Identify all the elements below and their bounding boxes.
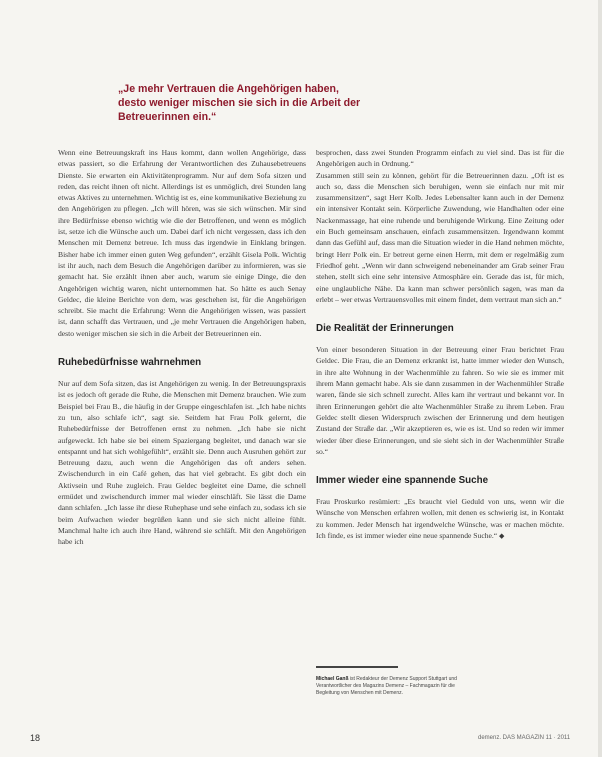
body-paragraph: Zusammen still sein zu können, gehört für die Betreuerinnen dazu. „Oft ist es auch so, dass die Menschen sich beruhigen, wenn sie einfach nur mit mir zusammensitzen“, sagt Herr Kolb. Jedes Lebensalter kann auch in der Demenz ein intensiver Kontakt sein. Körperliche Zuwendung, wie Handhalten oder eine Nackenmassage, hat eine ruhende und beruhigende Wirkung. Eine Zeitung oder ein Buch gemeinsam anschauen, einfach zusammensitzen. Irgendwann kommt dann das Gefühl auf, dass man die Situation wieder in die Hand nehmen möchte, bringt Herr Polk ein. Er betreut gerne einen Herrn, mit dem er regelmäßig zum Friedhof geht. „Wenn wir dann schweigend nebeneinander am Grab seiner Frau stehen, stellt sich eine sehr intensive Atmosphäre ein. Gerade das ist, für mich, eine unglaubliche Nähe. Da kann man schwer persönlich sagen, was man da erlebt – wer etwas Vertrauensvolles mit einem findet, dem vertraut man sich an.“ [316, 170, 564, 304]
section-heading-realitaet: Die Realität der Erinnerungen [316, 323, 454, 335]
pull-quote-line-3: Betreuerinnen ein.“ [118, 111, 217, 123]
page-number: 18 [30, 733, 41, 743]
body-paragraph-final [316, 496, 564, 542]
body-paragraph: Wenn eine Betreuungskraft ins Haus kommt, dann wollen Angehörige, dass etwas passiert, so die Erfahrung der Verantwortlichen des Zuhausebetreuens Dienste. Sie erwarten ein Aktivitätenprogramm. Nur auf dem Sofa sitzen und reden, das reicht ihnen oft nicht. Allerdings ist es unmöglich, drei Stunden lang etwas Aktives zu unternehmen. Wichtig ist es, eine kommunikative Beziehung zu den Angehörigen zu pflegen. „Ich will hören, was sie sich wünschen. Mir sind ihre Bedürfnisse ebenso wichtig wie die der Betroffenen, und wenn es möglich ist, setze ich die Wünsche auch um. Dabei darf ich nicht vergessen, dass ich den Menschen mit Demenz betreue. Ich muss das irgendwie in Einklang bringen. Bisher habe ich immer einen guten Weg gefunden“, erzählt Gisela Polk. Wichtig ist ihr auch, nach dem Besuch die Angehörigen darüber zu informieren, was sie gemacht hat. Sie erzählt ihnen aber auch, warum sie einige Dinge, die den Angehörigen wichtig waren, nicht unternommen hat. So hätte es auch Senay Geldec, die kleine Berichte von dem, was geschehen ist, für die Angehörigen schreibt. Sie macht die Erfahrung: Wenn die Angehörigen wissen, was passiert ist, dann schafft das Vertrauen, und „je mehr Vertrauen die Angehörigen haben, desto weniger mischen sie sich in die Arbeit der Betreuerinnen ein. [58, 148, 306, 338]
pull-quote [118, 82, 418, 124]
left-column [58, 147, 306, 548]
author-box-rule [316, 666, 398, 668]
body-paragraph: besprochen, dass zwei Stunden Programm einfach zu viel sind. Das ist für die Angehörigen auch in Ordnung.“ [316, 148, 564, 169]
author-name: Michael Ganß [316, 676, 349, 682]
section-heading-suche: Immer wieder eine spannende Suche [316, 475, 489, 487]
author-description: ist Redakteur der Demenz Support Stuttgart und Verantwortlicher des Magazins Demenz – Fachmagazin für die Begleitung von Menschen mit Demenz. [316, 676, 457, 696]
section-heading-ruhebeduerfnisse: Ruhebedürfnisse wahrnehmen [58, 357, 202, 369]
author-box [316, 676, 476, 696]
right-column [316, 147, 564, 542]
pull-quote-line-2: desto weniger mischen sie sich in die Arbeit der [118, 97, 361, 109]
body-paragraph: Von einer besonderen Situation in der Betreuung einer Frau berichtet Frau Geldec. Die Frau, die an Demenz erkrankt ist, hatte immer wieder den Wunsch, in ihre alte Wohnung in der Wachenmühle zu fahren. So wie sie es immer mit ihrem Mann gemacht habe. Als sie dann zusammen in der Wachenmühler Straße waren, fände sie sich schnell zurecht. Alles kam ihr vertraut und bekannt vor. In ihren Erinnerungen gehört die alte Wachenmühler Straße zu ihrem Leben. Frau Geldec stellt diesen Widerspruch zwischen der Erinnerung und dem heutigen Zustand der Straße dar. „Wir akzeptieren es, wie es ist. Und so reden wir immer wieder über diese Erinnerungen, und sie sieht sich in der Wachenmühler Straße so.“ [316, 345, 564, 456]
footer-magazine-title: demenz. DAS MAGAZIN 11 · 2011 [478, 735, 571, 741]
body-paragraph: Nur auf dem Sofa sitzen, das ist Angehörigen zu wenig. In der Betreuungspraxis ist es jedoch oft gerade die Ruhe, die Menschen mit Demenz brauchen. Wie zum Beispiel bei Frau B., die häufig in der Gruppe eingeschlafen ist. „Ich habe nichts zu tun, also schlafe ich“, sagt sie. Seitdem hat Frau Polk gelernt, die Ruhebedürfnisse der Betroffenen ernst zu nehmen. „Ich habe sie nicht aufgeweckt. Ich habe sie bei einem Spaziergang begleitet, und danach war sie entspannt und hat sich wohlgefühlt“, erzählt sie. Denn auch Ausruhen gehört zur Betreuung dazu, auch wenn die Angehörigen das oft anders sehen. Zwischendurch in ein Café gehen, das hat viel gebracht. Es gibt doch ein Aktivsein und Ruhe zugleich. Frau Geldec begleitet eine Dame, die schnell ermüdet und zwischendurch immer mal wieder einschläft. Sie lässt die Dame dann schlafen. „Ich lasse ihr diese Ruhephase und sehe einfach zu, sodass ich sie beim Aufwachen wieder begrüßen kann und sie sich nicht alleine fühlt. Manchmal halte ich auch ihre Hand, während sie schläft. Mit den Angehörigen habe ich [58, 379, 306, 547]
pull-quote-line-1: „Je mehr Vertrauen die Angehörigen haben, [118, 83, 339, 95]
final-paragraph-text: Frau Proskurko resümiert: „Es braucht viel Geduld von uns, wenn wir die Wünsche von Menschen erfahren wollen, mit denen es schwierig ist, in Kontakt zu kommen. Jeder Mensch hat irgendwelche Wünsche, was er machen möchte. Ich finde, es ist immer wieder eine neue spannende Suche.“ [316, 497, 564, 541]
page-edge [598, 0, 602, 757]
end-of-article-icon: ◆ [499, 532, 505, 541]
